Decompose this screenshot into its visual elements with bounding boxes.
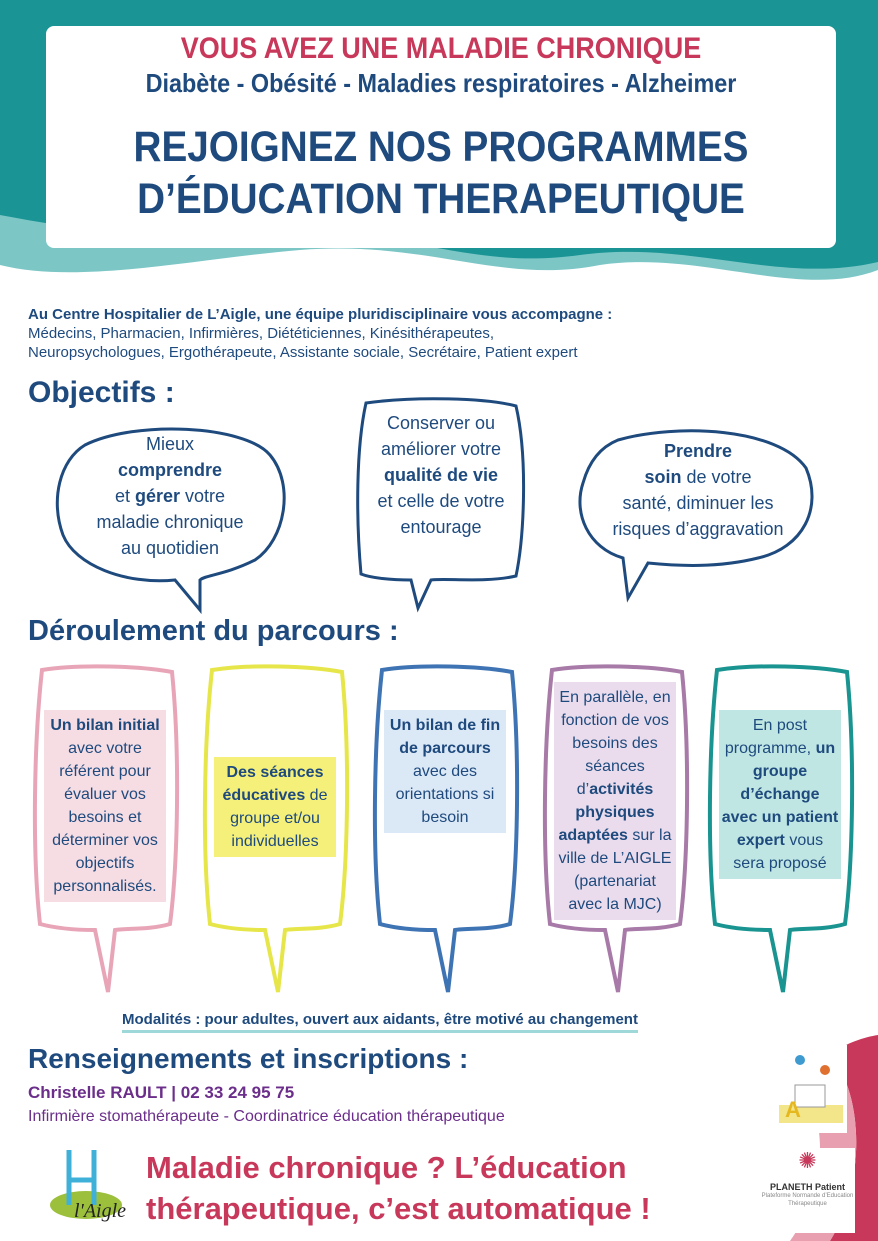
header-diseases: Diabète - Obésité - Maladies respiratoires - Alzheimer	[145, 68, 737, 98]
objectifs-title: Objectifs :	[28, 376, 175, 409]
contact-role: Infirmière stomathérapeute - Coordinatrice éducation thérapeutique	[28, 1108, 505, 1125]
planeth-logo: ✺ PLANETH Patient Plateforme Normande d’Education Thérapeutique	[760, 1148, 855, 1233]
step-text: Un bilan de fin de parcours avec des orientations si besoin	[384, 710, 506, 833]
hospital-logo	[24, 1145, 129, 1225]
contact-name-phone[interactable]: Christelle RAULT | 02 33 24 95 75	[28, 1083, 295, 1102]
modalites: Modalités : pour adultes, ouvert aux aidants, être motivé au changement	[122, 1011, 638, 1033]
pap-logo	[775, 1045, 847, 1133]
objectif-bubble-1: Mieux comprendre et gérer votre maladie chronique au quotidien	[55, 425, 285, 595]
step-text: Des séances éducatives de groupe et/ou individuelles	[214, 757, 336, 857]
parcours-title: Déroulement du parcours :	[28, 615, 399, 647]
svg-text:A: A	[785, 1097, 801, 1122]
step-bubble-2	[200, 662, 350, 1002]
step-bubble-1	[30, 662, 180, 1002]
header-line1: VOUS AVEZ UNE MALADIE CHRONIQUE	[180, 32, 702, 65]
contact-title: Renseignements et inscriptions :	[28, 1043, 469, 1074]
objectif-bubble-3: Prendre soin de votre santé, diminuer les risques d’aggravation	[578, 428, 818, 588]
step-text: En post programme, un groupe d’échange avec un patient expert vous sera proposé	[719, 710, 841, 879]
step-bubble-3	[370, 662, 520, 1002]
objectif-bubble-2: Conserver ou améliorer votre qualité de vie et celle de votre entourage	[356, 398, 526, 578]
planeth-icon: ✺	[798, 1148, 817, 1173]
step-text: Un bilan initial avec votre référent pour évaluer vos besoins et déterminer vos objectifs personnalisés.	[44, 710, 166, 902]
header-box	[46, 26, 836, 248]
intro: Au Centre Hospitalier de L’Aigle, une équipe pluridisciplinaire vous accompagne : Médecins, Pharmacien, Infirmières, Diététiciennes, Kinésithérapeutes, Neuropsychologues, Ergothérapeute, Assistante sociale, Secrétaire, Patient expert	[28, 306, 613, 361]
step-bubble-5	[705, 662, 855, 1002]
step-text: En parallèle, en fonction de vos besoins des séances d’activités physiques adaptées sur la ville de L’AIGLE (partenariat avec la MJC)	[554, 682, 676, 920]
svg-text:l'Aigle: l'Aigle	[74, 1200, 127, 1222]
slogan: Maladie chronique ? L’éducation thérapeutique, c’est automatique !	[146, 1150, 651, 1226]
step-bubble-4	[540, 662, 690, 1002]
header-title: REJOIGNEZ NOS PROGRAMMES D’ÉDUCATION THERAPEUTIQUE	[133, 123, 749, 223]
